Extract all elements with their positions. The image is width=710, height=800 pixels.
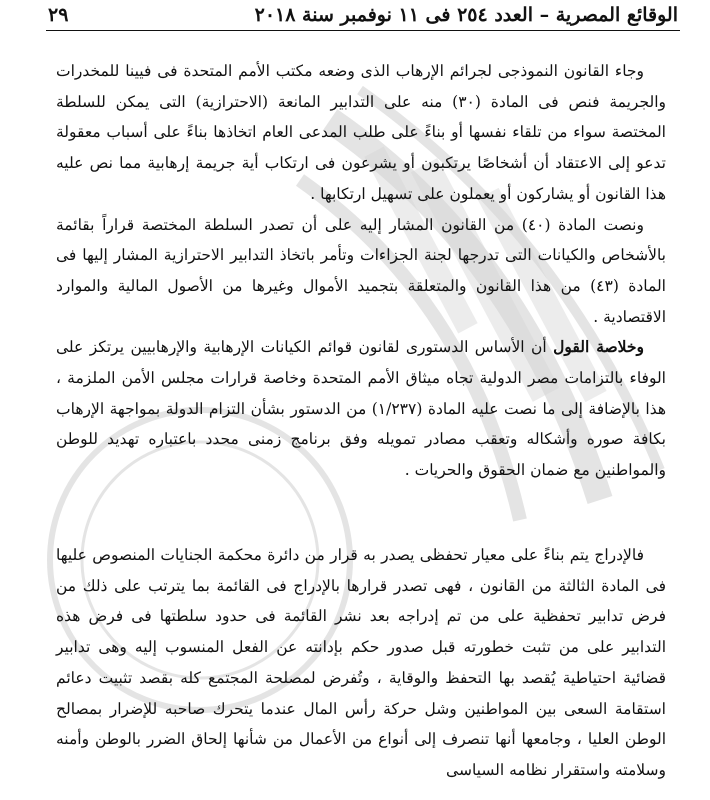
paragraph-article-40: ونصت المادة (٤٠) من القانون المشار إليه على أن تصدر السلطة المختصة قراراً بقائمة بالأشخاص والكيانات التى تدرجها لجنة الجزاءات وتأمر باتخاذ التدابير الاحترازية المشار إليها فى المادة (٤٣) من هذا القانون والمتعلقة بتجميد الأموال وغيرها من الأصول المالية والموارد الاقتصادية . [56,215,666,326]
header-divider [46,30,680,31]
paragraph-model-law: وجاء القانون النموذجى لجرائم الإرهاب الذى وضعه مكتب الأمم المتحدة فى فيينا للمخدرات والجريمة فنص فى المادة (٣٠) منه على التدابير المانعة (الاحترازية) التى يمكن للسلطة المختصة سواء من تلقاء نفسها أو بناءً على طلب المدعى العام اتخاذها بناءً على أسباب معقولة تدعو إلى الاعتقاد أن أشخاصًا يرتكبون أو يشرعون فى ارتكاب أية جريمة إرهابية مما نص عليه هذا القانون أو يشاركون أو يعملون على تسهيل ارتكابها . [56,62,666,203]
gazette-issue-title: الوقائع المصرية – العدد ٢٥٤ فى ١١ نوفمبر سنة ٢٠١٨ [254,4,678,26]
text-block-upper [56,56,666,486]
page-number: ٢٩ [48,4,69,26]
conclusion-text: أن الأساس الدستورى لقانون قوائم الكيانات الإرهابية والإرهابيين يرتكز على الوفاء بالتزامات مصر الدولية تجاه ميثاق الأمم المتحدة وخاصة قرارات مجلس الأمن الملزمة ، هذا بالإضافة إلى ما نصت عليه المادة (١/٢٣٧) من الدستور بشأن التزام الدولة بمواجهة الإرهاب بكافة صوره وأشكاله وتعقب مصادر تمويله وفق برنامج زمنى محدد باعتباره تهديد للوطن والمواطنين مع ضمان الحقوق والحريات . [56,338,667,480]
paragraph-conclusion [56,332,666,486]
conclusion-lead: وخلاصة القول [553,337,644,357]
page-header [48,0,678,34]
paragraph-listing: فالإدراج يتم بناءً على معيار تحفظى يصدر به قرار من دائرة محكمة الجنايات المنصوص عليها فى المادة الثالثة من القانون ، فهى تصدر قرارها بالإدراج فى القائمة بما يترتب على ذلك من فرض تدابير تحفظية على من تم إدراجه بعد نشر القائمة فى حدود سلطتها فى فرض هذه التدابير على من تثبت خطورته قبل صدور حكم بإدانته عن الفعل المنسوب إليه وهى تدابير قضائية احتياطية يُقصد بها التحفظ والوقاية ، وتُفرض لمصلحة المجتمع كله بقصد تثبيت دعائم استقامة السعى بين المواطنين وشل حركة رأس المال عندما يتحرك صاحبه للإضرار بمصالح الوطن العليا ، وجامعها أنها تنصرف إلى أنواع من الأعمال من شأنها إلحاق الضرر بالوطن وأمنه وسلامته واستقرار نظامه السياسى [56,546,666,779]
text-block-lower [56,540,666,786]
